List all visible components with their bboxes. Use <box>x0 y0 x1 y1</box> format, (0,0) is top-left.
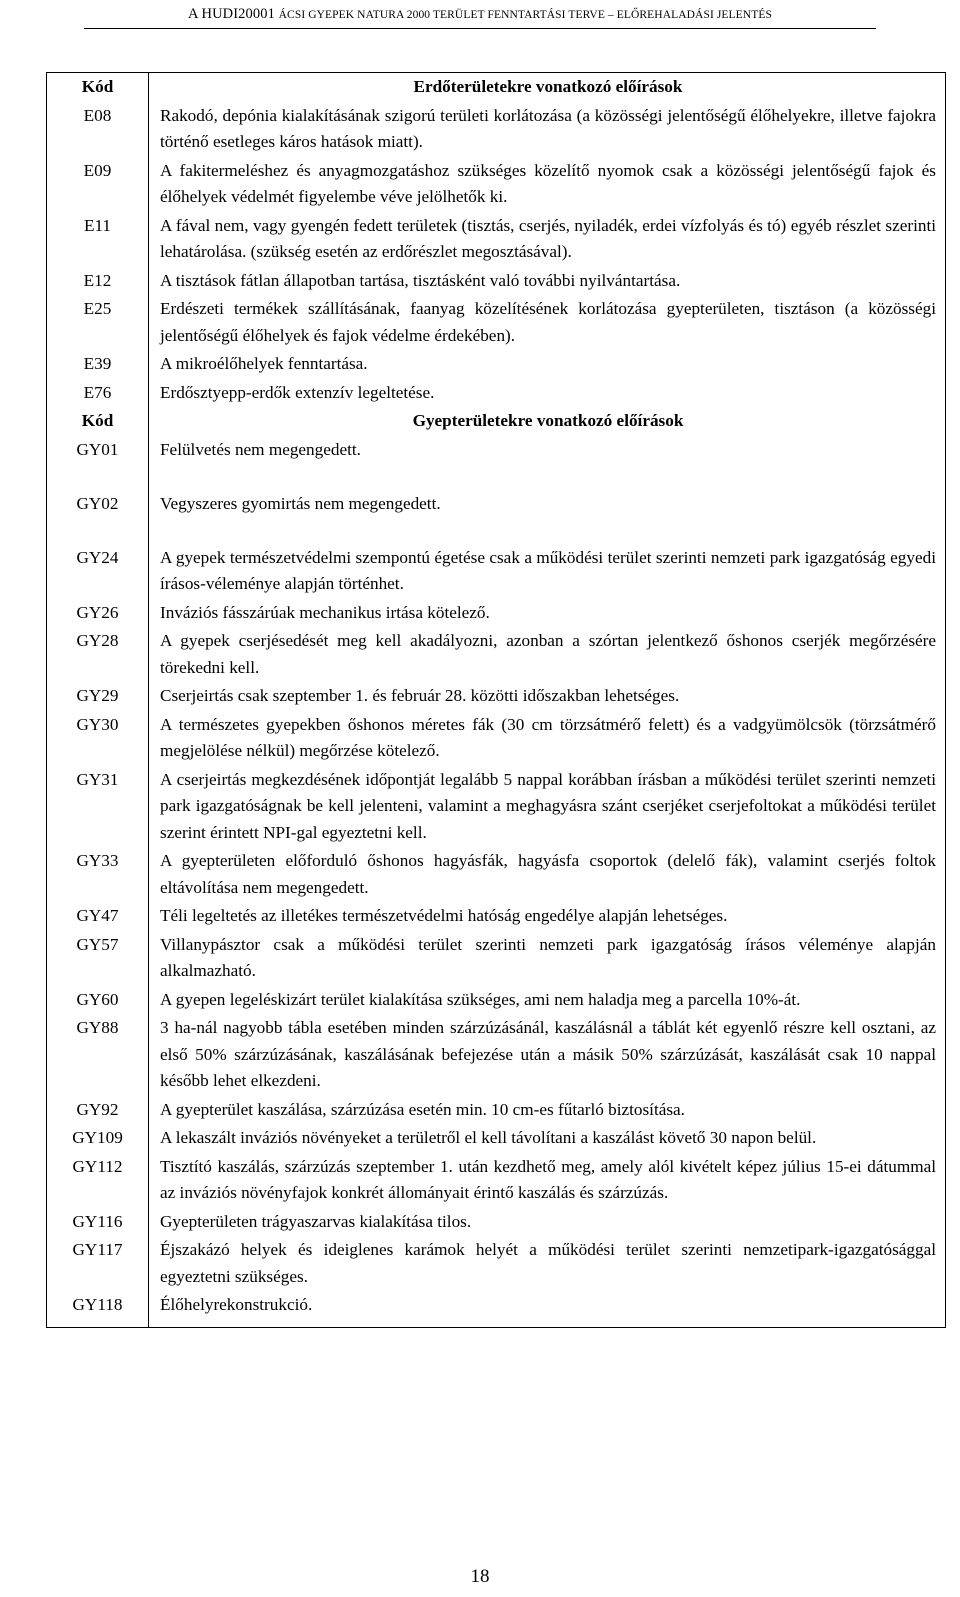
rule-text: A fával nem, vagy gyengén fedett területek (tisztás, cserjés, nyiladék, erdei vízfolyás és tó) egyéb részlet szerinti lehatárolása. (szükség esetén az erdőrészlet megosztásával). <box>149 212 946 267</box>
table-row <box>47 102 946 157</box>
section-title: Erdőterületekre vonatkozó előírások <box>149 73 946 102</box>
rule-text: A gyepen legeléskizárt terület kialakítása szükséges, ami nem haladja meg a parcella 10%-át. <box>149 986 946 1015</box>
rule-code: GY24 <box>47 544 149 599</box>
rule-text: 3 ha-nál nagyobb tábla esetében minden szárzúzásánál, kaszálásnál a táblát két egyenlő részre kell osztani, az első 50% szárzúzásának, kaszálásának befejezése után a másik 50% szárzúzását, kaszálását csak 10 nappal később lehet elkezdeni. <box>149 1014 946 1096</box>
rule-text: A gyepek cserjésedését meg kell akadályozni, azonban a szórtan jelentkező őshonos cserjék megőrzésére törekedni kell. <box>149 627 946 682</box>
rule-text: Vegyszeres gyomirtás nem megengedett. <box>149 490 946 544</box>
rule-code: GY02 <box>47 490 149 544</box>
rule-code: E08 <box>47 102 149 157</box>
table-row <box>47 379 946 408</box>
table-row <box>47 847 946 902</box>
rule-code: GY47 <box>47 902 149 931</box>
regulations-table <box>46 72 946 1328</box>
rule-text: A tisztások fátlan állapotban tartása, tisztásként való további nyilvántartása. <box>149 267 946 296</box>
table-row <box>47 682 946 711</box>
rule-code: GY92 <box>47 1096 149 1125</box>
rule-code: GY26 <box>47 599 149 628</box>
table-row <box>47 627 946 682</box>
rule-code: GY88 <box>47 1014 149 1096</box>
column-header-code: Kód <box>47 407 149 436</box>
rule-code: GY33 <box>47 847 149 902</box>
table-row <box>47 1208 946 1237</box>
rule-text: Erdősztyepp-erdők extenzív legeltetése. <box>149 379 946 408</box>
table-row <box>47 766 946 848</box>
table-row <box>47 1291 946 1327</box>
section-title: Gyepterületekre vonatkozó előírások <box>149 407 946 436</box>
table-row <box>47 1124 946 1153</box>
rule-code: GY30 <box>47 711 149 766</box>
rule-text: A gyepek természetvédelmi szempontú égetése csak a működési terület szerinti nemzeti park igazgatóság egyedi írásos-véleménye alapján történhet. <box>149 544 946 599</box>
rule-code: E11 <box>47 212 149 267</box>
table-row <box>47 1153 946 1208</box>
header-title: ÁCSI GYEPEK NATURA 2000 TERÜLET FENNTARTÁSI TERVE – ELŐREHALADÁSI JELENTÉS <box>278 9 772 21</box>
table-row <box>47 267 946 296</box>
rule-text: Gyepterületen trágyaszarvas kialakítása tilos. <box>149 1208 946 1237</box>
rule-code: GY31 <box>47 766 149 848</box>
rule-text: A cserjeirtás megkezdésének időpontját legalább 5 nappal korábban írásban a működési terület szerinti nemzeti park igazgatóságnak be kell jelenteni, valamint a meghagyásra szánt cserjéket cserjefoltokat a működési terület szerint érintett NPI-gal egyeztetni kell. <box>149 766 946 848</box>
rule-text: Éjszakázó helyek és ideiglenes karámok helyét a működési terület szerinti nemzetipark-igazgatósággal egyeztetni szükséges. <box>149 1236 946 1291</box>
rule-code: GY01 <box>47 436 149 490</box>
table-row <box>47 931 946 986</box>
table-row <box>47 1236 946 1291</box>
table-section-header-row <box>47 407 946 436</box>
table-row <box>47 490 946 544</box>
rule-text: A gyepterület kaszálása, szárzúzása esetén min. 10 cm-es fűtarló biztosítása. <box>149 1096 946 1125</box>
rule-text: A mikroélőhelyek fenntartása. <box>149 350 946 379</box>
header-divider <box>84 28 876 29</box>
rule-code: E39 <box>47 350 149 379</box>
rule-code: E25 <box>47 295 149 350</box>
rule-text: Inváziós fásszárúak mechanikus irtása kötelező. <box>149 599 946 628</box>
header-prefix: A HUDI20001 <box>188 6 279 22</box>
rule-text: A gyepterületen előforduló őshonos hagyásfák, hagyásfa csoportok (delelő fák), valamint cserjés foltok eltávolítása nem megengedett. <box>149 847 946 902</box>
rule-code: GY116 <box>47 1208 149 1237</box>
table-row <box>47 157 946 212</box>
rule-code: E76 <box>47 379 149 408</box>
rule-text: Felülvetés nem megengedett. <box>149 436 946 490</box>
table-row <box>47 1096 946 1125</box>
rule-code: GY118 <box>47 1291 149 1327</box>
table-row <box>47 212 946 267</box>
table-row <box>47 1014 946 1096</box>
table-section-header-row <box>47 73 946 102</box>
table-row <box>47 902 946 931</box>
running-header <box>0 6 960 23</box>
table-row <box>47 295 946 350</box>
rule-text: A fakitermeléshez és anyagmozgatáshoz szükséges közelítő nyomok csak a közösségi jelentőségű fajok és élőhelyek védelmét figyelembe véve jelölhetők ki. <box>149 157 946 212</box>
rule-text: Erdészeti termékek szállításának, faanyag közelítésének korlátozása gyepterületen, tisztáson (a közösségi jelentőségű élőhelyek és fajok védelme érdekében). <box>149 295 946 350</box>
rule-text: Rakodó, depónia kialakításának szigorú területi korlátozása (a közösségi jelentőségű élőhelyekre, illetve fajokra történő esetleges káros hatások miatt). <box>149 102 946 157</box>
rule-code: GY57 <box>47 931 149 986</box>
table-row <box>47 599 946 628</box>
rule-text: Cserjeirtás csak szeptember 1. és február 28. közötti időszakban lehetséges. <box>149 682 946 711</box>
rule-text: A lekaszált inváziós növényeket a területről el kell távolítani a kaszálást követő 30 napon belül. <box>149 1124 946 1153</box>
rule-code: E12 <box>47 267 149 296</box>
rule-text: Tisztító kaszálás, szárzúzás szeptember 1. után kezdhető meg, amely alól kivételt képez július 15-ei dátummal az inváziós növényfajok konkrét állományait érintő kaszálás és szárzúzás. <box>149 1153 946 1208</box>
rule-code: GY117 <box>47 1236 149 1291</box>
table-row <box>47 986 946 1015</box>
column-header-code: Kód <box>47 73 149 102</box>
table-row <box>47 544 946 599</box>
rule-text: Élőhelyrekonstrukció. <box>149 1291 946 1327</box>
rule-code: E09 <box>47 157 149 212</box>
table-row <box>47 350 946 379</box>
rule-text: Villanypásztor csak a működési terület szerinti nemzeti park igazgatóság írásos véleménye alapján alkalmazható. <box>149 931 946 986</box>
page-number: 18 <box>470 1566 490 1587</box>
rule-code: GY109 <box>47 1124 149 1153</box>
rule-code: GY28 <box>47 627 149 682</box>
rule-text: Téli legeltetés az illetékes természetvédelmi hatóság engedélye alapján lehetséges. <box>149 902 946 931</box>
table-row <box>47 436 946 490</box>
rule-code: GY60 <box>47 986 149 1015</box>
rule-code: GY29 <box>47 682 149 711</box>
table-row <box>47 711 946 766</box>
rule-code: GY112 <box>47 1153 149 1208</box>
rule-text: A természetes gyepekben őshonos méretes fák (30 cm törzsátmérő felett) és a vadgyümölcsök (törzsátmérő megjelölése nélkül) megőrzése kötelező. <box>149 711 946 766</box>
